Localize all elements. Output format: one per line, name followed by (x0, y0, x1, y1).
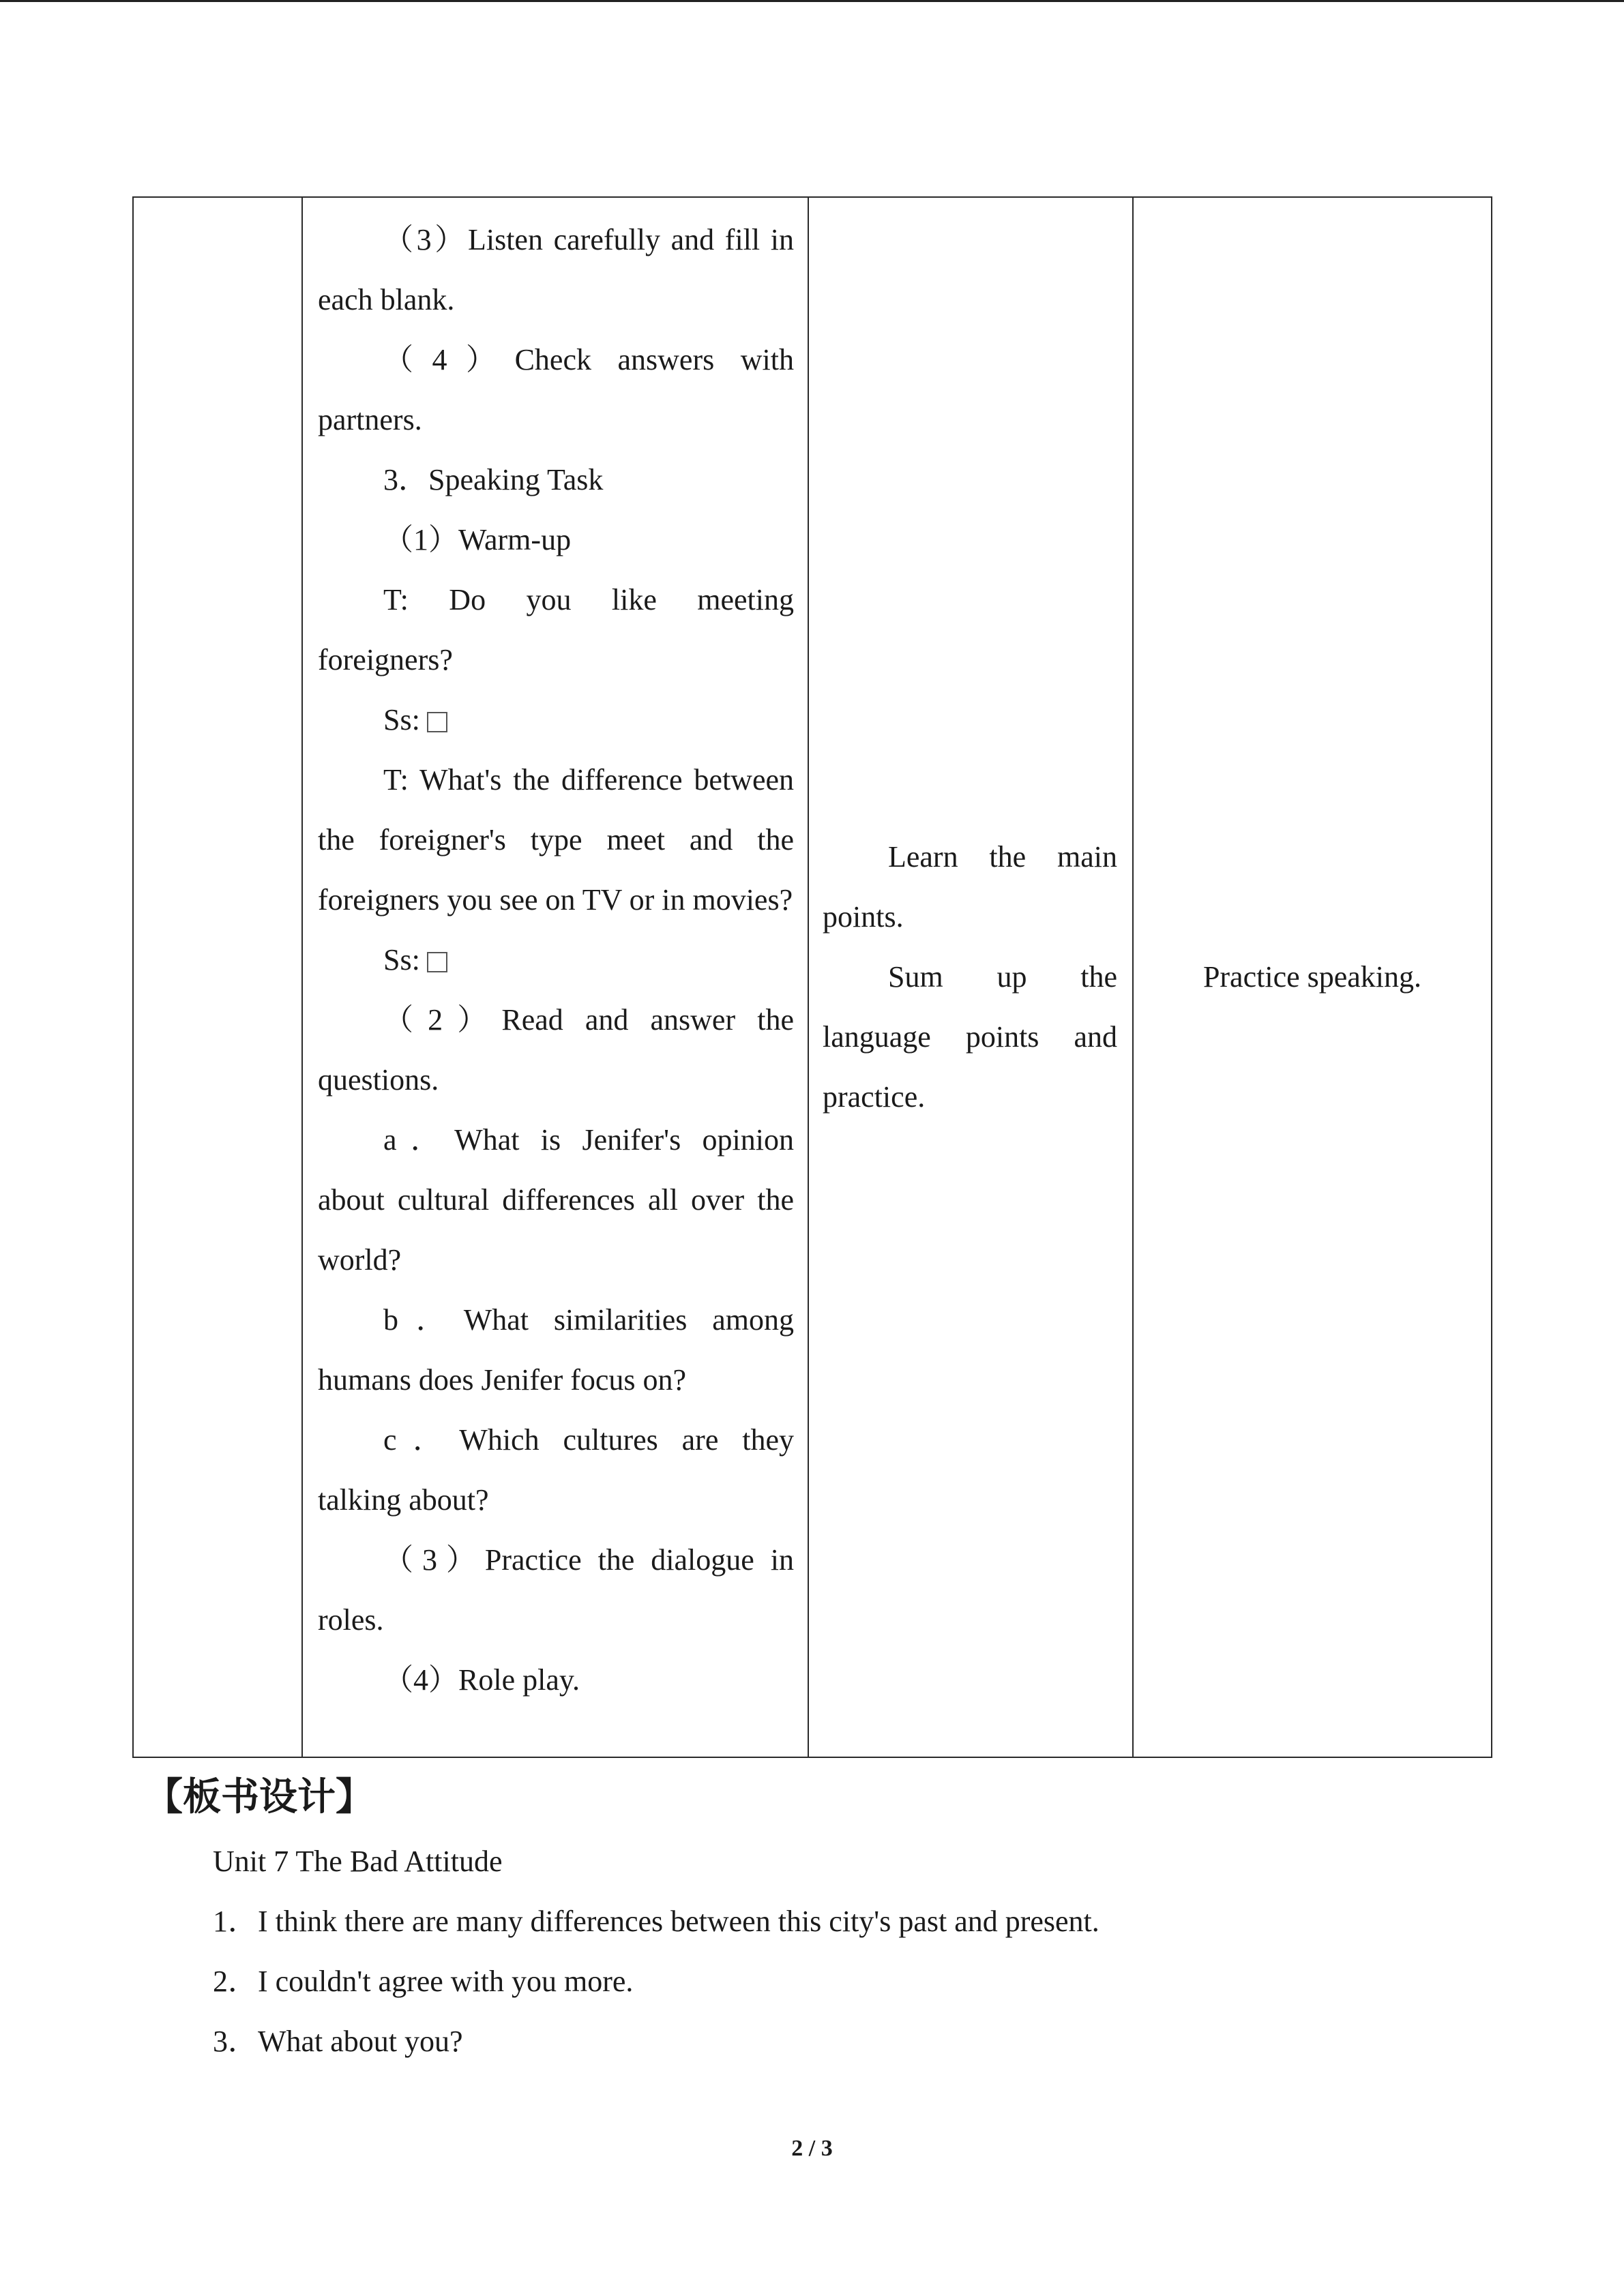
teacher-activity-6 (318, 690, 794, 750)
teacher-activity-12 (318, 1410, 794, 1530)
teacher-activity-8 (318, 930, 794, 990)
teacher-activity-text: b．What similarities among humans does Jenifer focus on? (318, 1303, 794, 1397)
student-activity-1: Learn the main points. (823, 840, 1117, 934)
teacher-activity-13 (318, 1530, 794, 1650)
table-column-stage (134, 198, 303, 1757)
teacher-activity-3 (318, 450, 794, 510)
board-design-heading: 【板书设计】 (145, 1775, 374, 1819)
page-number: 2 / 3 (791, 2136, 833, 2161)
blank-box-icon (427, 952, 447, 972)
top-border-line (0, 0, 1624, 2)
teacher-activity-text: （3）Practice the dialogue in roles. (318, 1543, 794, 1637)
teacher-activity-text: 3．Speaking Task (383, 463, 604, 496)
teacher-activity-10 (318, 1110, 794, 1290)
teacher-activity-14 (318, 1650, 794, 1710)
teacher-activity-text: （1）Warm-up (383, 523, 572, 556)
teacher-activity-1 (318, 210, 794, 330)
teacher-activity-9 (318, 990, 794, 1110)
teacher-activity-2 (318, 330, 794, 450)
teacher-activity-5 (318, 570, 794, 690)
table-column-purpose (1134, 198, 1491, 1757)
board-design-content (213, 1832, 1509, 2072)
teacher-activity-text: T: Do you like meeting foreigners? (318, 583, 794, 676)
teacher-activity-4 (318, 510, 794, 570)
blank-box-icon (427, 712, 447, 732)
teacher-activity-text: （2）Read and answer the questions. (318, 1003, 794, 1097)
purpose-text: Practice speaking. (1202, 960, 1422, 994)
teacher-activity-7 (318, 750, 794, 930)
teacher-activity-11 (318, 1290, 794, 1410)
teacher-activity-text: （4）Role play. (383, 1663, 580, 1697)
lesson-table (132, 196, 1492, 1758)
board-unit-title: Unit 7 The Bad Attitude (213, 1845, 503, 1878)
teacher-activity-text: T: What's the difference between the foreigner's type meet and the foreigners you see on TV or in movies? (318, 763, 794, 916)
teacher-activity-text: Ss: (383, 943, 420, 976)
table-column-student-activities (809, 198, 1134, 1757)
board-item-3: 3．What about you? (213, 2025, 463, 2058)
teacher-activity-text: a．What is Jenifer's opinion about cultural differences all over the world? (318, 1123, 794, 1277)
board-item-1: 1．I think there are many differences between this city's past and present. (213, 1905, 1099, 1938)
teacher-activity-text: （3）Listen carefully and fill in each blank. (318, 223, 794, 316)
teacher-activity-text: Ss: (383, 703, 420, 736)
teacher-activity-text: （4）Check answers with partners. (318, 343, 794, 436)
table-column-teacher-activities (303, 198, 809, 1757)
student-activity-2: Sum up the language points and practice. (823, 960, 1117, 1114)
teacher-activity-text: c．Which cultures are they talking about? (318, 1423, 794, 1517)
board-item-2: 2．I couldn't agree with you more. (213, 1965, 634, 1998)
